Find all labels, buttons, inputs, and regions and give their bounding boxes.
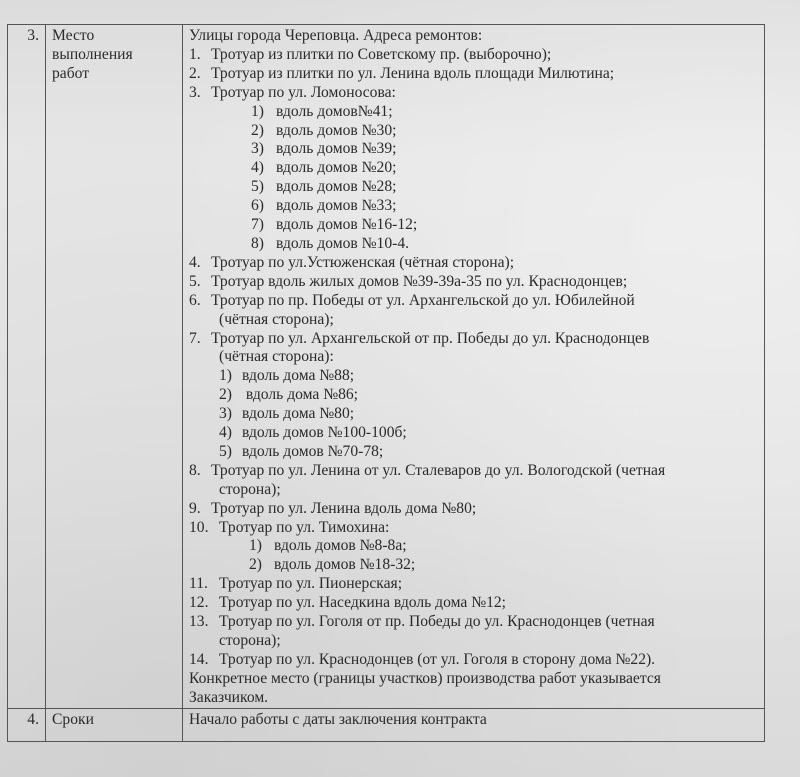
list-item-continuation: сторона);: [219, 480, 281, 498]
table-row-deadlines: [8, 708, 765, 741]
sub-item: 3) вдоль домов №39;: [251, 140, 397, 158]
footer-note: Заказчиком.: [189, 688, 269, 706]
sub-item: 2) вдоль дома №86;: [219, 386, 359, 404]
list-item-continuation: (чётная сторона):: [219, 348, 334, 366]
list-item: 7. Тротуар по ул. Архангельской от пр. Победы до ул. Краснодонцев: [189, 329, 650, 347]
list-item: 3. Тротуар по ул. Ломоносова:: [189, 83, 396, 101]
list-item: 4. Тротуар по ул.Устюженская (чётная сторона);: [189, 253, 515, 271]
row-label: [46, 25, 183, 709]
list-item: 11. Тротуар по ул. Пионерская;: [189, 575, 403, 593]
sub-item: 5) вдоль домов №70-78;: [219, 442, 384, 460]
list-item: 9. Тротуар по ул. Ленина вдоль дома №80;: [189, 499, 477, 517]
specification-table: [7, 24, 765, 742]
sub-item: 5) вдоль домов №28;: [251, 178, 397, 196]
label-line: работ: [52, 64, 90, 82]
sub-item: 2) вдоль домов №18-32;: [249, 556, 416, 574]
addresses-heading: Улицы города Череповца. Адреса ремонтов:: [189, 27, 483, 44]
table-row-place-of-work: [8, 25, 765, 709]
sub-item: 2) вдоль домов №30;: [251, 121, 397, 139]
list-item: 5. Тротуар вдоль жилых домов №39-39а-35 по ул. Краснодонцев;: [189, 272, 628, 290]
list-item-continuation: (чётная сторона);: [219, 310, 334, 328]
sub-item: 3) вдоль дома №80;: [219, 405, 355, 423]
row-number: 4.: [8, 708, 46, 741]
list-item: 1. Тротуар из плитки по Советскому пр. (выборочно);: [189, 45, 552, 63]
list-item: 8. Тротуар по ул. Ленина от ул. Сталеваров до ул. Вологодской (четная: [189, 461, 666, 479]
sub-item: 4) вдоль домов №100-100б;: [219, 424, 407, 442]
row-number: 3.: [8, 25, 46, 709]
list-item: 13. Тротуар по ул. Гоголя от пр. Победы до ул. Краснодонцев (четная: [189, 613, 655, 631]
sub-item: 7) вдоль домов №16-12;: [251, 216, 418, 234]
list-item: 10. Тротуар по ул. Тимохина:: [189, 518, 390, 536]
list-item-continuation: сторона);: [219, 632, 281, 649]
sub-item: 1) вдоль дома №88;: [219, 367, 355, 385]
label-line: выполнения: [52, 45, 133, 63]
sub-item: 4) вдоль домов №20;: [251, 159, 397, 177]
sub-item: 6) вдоль домов №33;: [251, 197, 397, 215]
row-content: [183, 25, 765, 709]
list-item: 12. Тротуар по ул. Наседкина вдоль дома №12;: [189, 594, 507, 612]
sub-item: 8) вдоль домов №10-4.: [251, 234, 410, 252]
list-item: 6. Тротуар по пр. Победы от ул. Архангельской до ул. Юбилейной: [189, 291, 635, 309]
row-label: Сроки: [46, 708, 183, 741]
sub-item: 1) вдоль домов№41;: [251, 102, 393, 120]
label-line: Место: [52, 27, 95, 44]
list-item: 2. Тротуар из плитки по ул. Ленина вдоль площади Милютина;: [189, 64, 615, 82]
footer-note: Конкретное место (границы участков) производства работ указывается: [189, 669, 661, 687]
sub-item: 1) вдоль домов №8-8а;: [249, 537, 407, 555]
row-content: Начало работы с даты заключения контракта: [183, 708, 765, 741]
list-item: 14. Тротуар по ул. Краснодонцев (от ул. Гоголя в сторону дома №22).: [189, 650, 656, 668]
